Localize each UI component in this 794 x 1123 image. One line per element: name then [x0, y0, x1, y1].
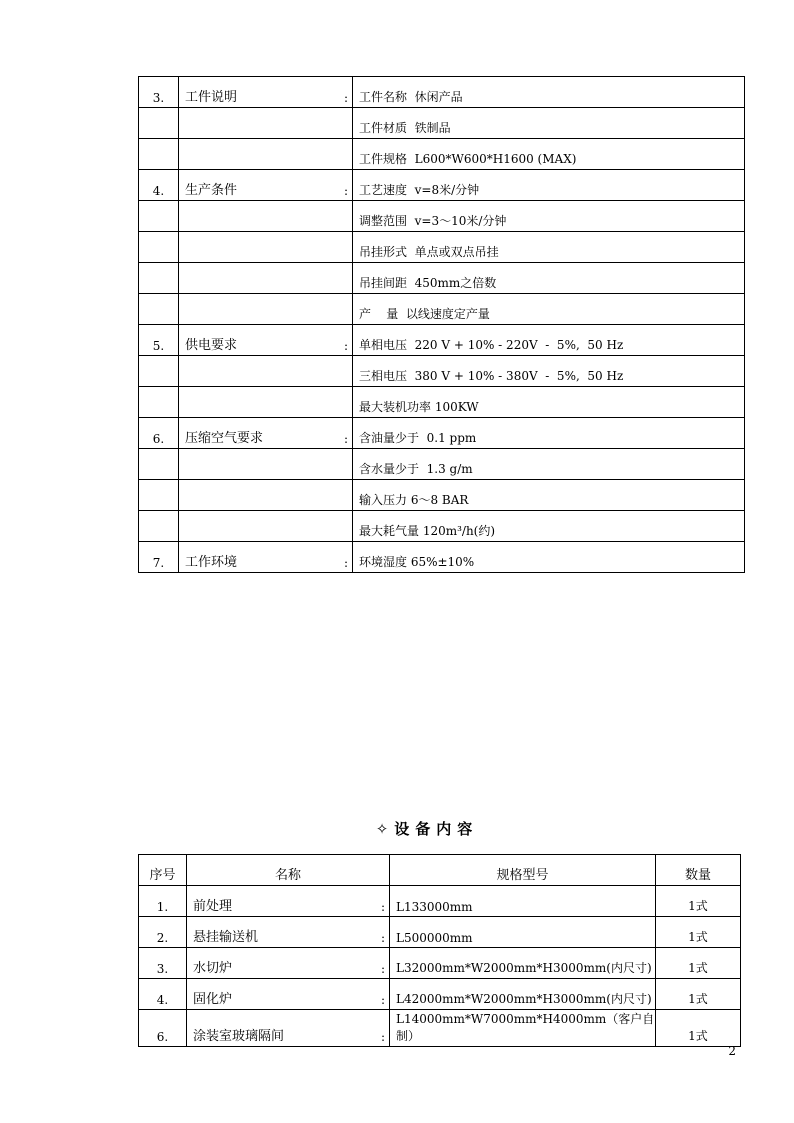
condition-item: [179, 480, 353, 511]
condition-item: [179, 418, 353, 449]
equipment-colon: :: [380, 993, 385, 1007]
condition-item: [179, 170, 353, 201]
equipment-section-title: ✧设备内容: [375, 820, 479, 838]
condition-number: [139, 356, 179, 387]
condition-value: 调整范围 v=3～10米/分钟: [353, 201, 745, 232]
condition-row: [139, 139, 745, 170]
condition-number: [139, 387, 179, 418]
condition-number: 4.: [139, 170, 179, 201]
condition-item-label: 压缩空气要求: [185, 431, 264, 446]
condition-row: [139, 418, 745, 449]
condition-number: [139, 232, 179, 263]
condition-row: [139, 294, 745, 325]
equipment-name: [187, 917, 390, 948]
equipment-number: 6.: [139, 1010, 187, 1047]
condition-item: [179, 294, 353, 325]
condition-number: 5.: [139, 325, 179, 356]
equipment-name-label: 悬挂输送机: [193, 930, 259, 945]
equipment-name-label: 涂装室玻璃隔间: [193, 1029, 285, 1044]
equipment-name-label: 前处理: [193, 899, 233, 914]
condition-number: [139, 263, 179, 294]
equipment-name-label: 水切炉: [193, 961, 233, 976]
equipment-row: [139, 948, 741, 979]
condition-number: 7.: [139, 542, 179, 573]
condition-item: [179, 139, 353, 170]
condition-colon: :: [343, 339, 348, 353]
condition-row: [139, 201, 745, 232]
header-spec: 规格型号: [390, 855, 656, 886]
condition-item-label: 供电要求: [185, 338, 238, 353]
condition-number: [139, 511, 179, 542]
condition-value: 含油量少于 0.1 ppm: [353, 418, 745, 449]
condition-value: 最大耗气量 120m³/h(约): [353, 511, 745, 542]
equipment-spec: L14000mm*W7000mm*H4000mm（客户自制）: [390, 1010, 656, 1047]
condition-number: [139, 201, 179, 232]
condition-item: [179, 108, 353, 139]
equipment-qty: 1式: [656, 948, 741, 979]
equipment-qty: 1式: [656, 1010, 741, 1047]
header-qty: 数量: [656, 855, 741, 886]
condition-row: [139, 449, 745, 480]
condition-colon: :: [343, 184, 348, 198]
equipment-number: 1.: [139, 886, 187, 917]
work-conditions-table: [138, 76, 745, 573]
condition-value: 最大装机功率 100KW: [353, 387, 745, 418]
condition-value: 工件材质 铁制品: [353, 108, 745, 139]
condition-value: 吊挂形式 单点或双点吊挂: [353, 232, 745, 263]
condition-item: [179, 511, 353, 542]
condition-value: 含水量少于 1.3 g/m: [353, 449, 745, 480]
equipment-qty: 1式: [656, 979, 741, 1010]
condition-item-label: 工作环境: [185, 555, 238, 570]
equipment-row: [139, 886, 741, 917]
condition-item: [179, 263, 353, 294]
equipment-spec: L42000mm*W2000mm*H3000mm(内尺寸): [390, 979, 656, 1010]
equipment-row: [139, 1010, 741, 1047]
condition-item-label: 生产条件: [185, 183, 238, 198]
condition-row: [139, 77, 745, 108]
condition-value: 工艺速度 v=8米/分钟: [353, 170, 745, 201]
condition-row: [139, 170, 745, 201]
condition-row: [139, 480, 745, 511]
condition-row: [139, 387, 745, 418]
condition-item: [179, 201, 353, 232]
equipment-name: [187, 948, 390, 979]
condition-item: [179, 356, 353, 387]
equipment-colon: :: [380, 931, 385, 945]
condition-row: [139, 542, 745, 573]
header-name: 名称: [187, 855, 390, 886]
equipment-number: 3.: [139, 948, 187, 979]
condition-row: [139, 356, 745, 387]
equipment-colon: :: [380, 900, 385, 914]
condition-item: [179, 325, 353, 356]
equipment-spec: L500000mm: [390, 917, 656, 948]
header-no: 序号: [139, 855, 187, 886]
condition-value: 吊挂间距 450mm之倍数: [353, 263, 745, 294]
condition-row: [139, 108, 745, 139]
condition-number: [139, 139, 179, 170]
condition-number: 6.: [139, 418, 179, 449]
condition-colon: :: [343, 432, 348, 446]
condition-row: [139, 263, 745, 294]
condition-row: [139, 325, 745, 356]
equipment-table: [138, 854, 741, 1047]
condition-item: [179, 387, 353, 418]
equipment-spec: L133000mm: [390, 886, 656, 917]
equipment-colon: :: [380, 962, 385, 976]
equipment-name: [187, 1010, 390, 1047]
condition-value: 环境湿度 65%±10%: [353, 542, 745, 573]
condition-row: [139, 232, 745, 263]
condition-row: [139, 511, 745, 542]
equipment-number: 2.: [139, 917, 187, 948]
equipment-row: [139, 917, 741, 948]
condition-item: [179, 449, 353, 480]
condition-value: 产 量 以线速度定产量: [353, 294, 745, 325]
equipment-name-label: 固化炉: [193, 992, 233, 1007]
page-number: 2: [728, 1044, 736, 1058]
condition-number: [139, 108, 179, 139]
condition-item: [179, 77, 353, 108]
condition-value: 三相电压 380 V + 10% - 380V - 5%, 50 Hz: [353, 356, 745, 387]
equipment-qty: 1式: [656, 886, 741, 917]
condition-colon: :: [343, 91, 348, 105]
equipment-spec: L32000mm*W2000mm*H3000mm(内尺寸): [390, 948, 656, 979]
equipment-name: [187, 979, 390, 1010]
condition-item: [179, 232, 353, 263]
equipment-table-header-row: [139, 855, 741, 886]
condition-number: [139, 480, 179, 511]
equipment-number: 4.: [139, 979, 187, 1010]
condition-value: 输入压力 6～8 BAR: [353, 480, 745, 511]
condition-item: [179, 542, 353, 573]
condition-value: 单相电压 220 V + 10% - 220V - 5%, 50 Hz: [353, 325, 745, 356]
equipment-name: [187, 886, 390, 917]
condition-colon: :: [343, 556, 348, 570]
equipment-qty: 1式: [656, 917, 741, 948]
condition-number: [139, 449, 179, 480]
condition-value: 工件规格 L600*W600*H1600 (MAX): [353, 139, 745, 170]
equipment-colon: :: [380, 1030, 385, 1044]
condition-value: 工件名称 休闲产品: [353, 77, 745, 108]
condition-item-label: 工件说明: [185, 90, 238, 105]
condition-number: [139, 294, 179, 325]
condition-number: 3.: [139, 77, 179, 108]
equipment-row: [139, 979, 741, 1010]
